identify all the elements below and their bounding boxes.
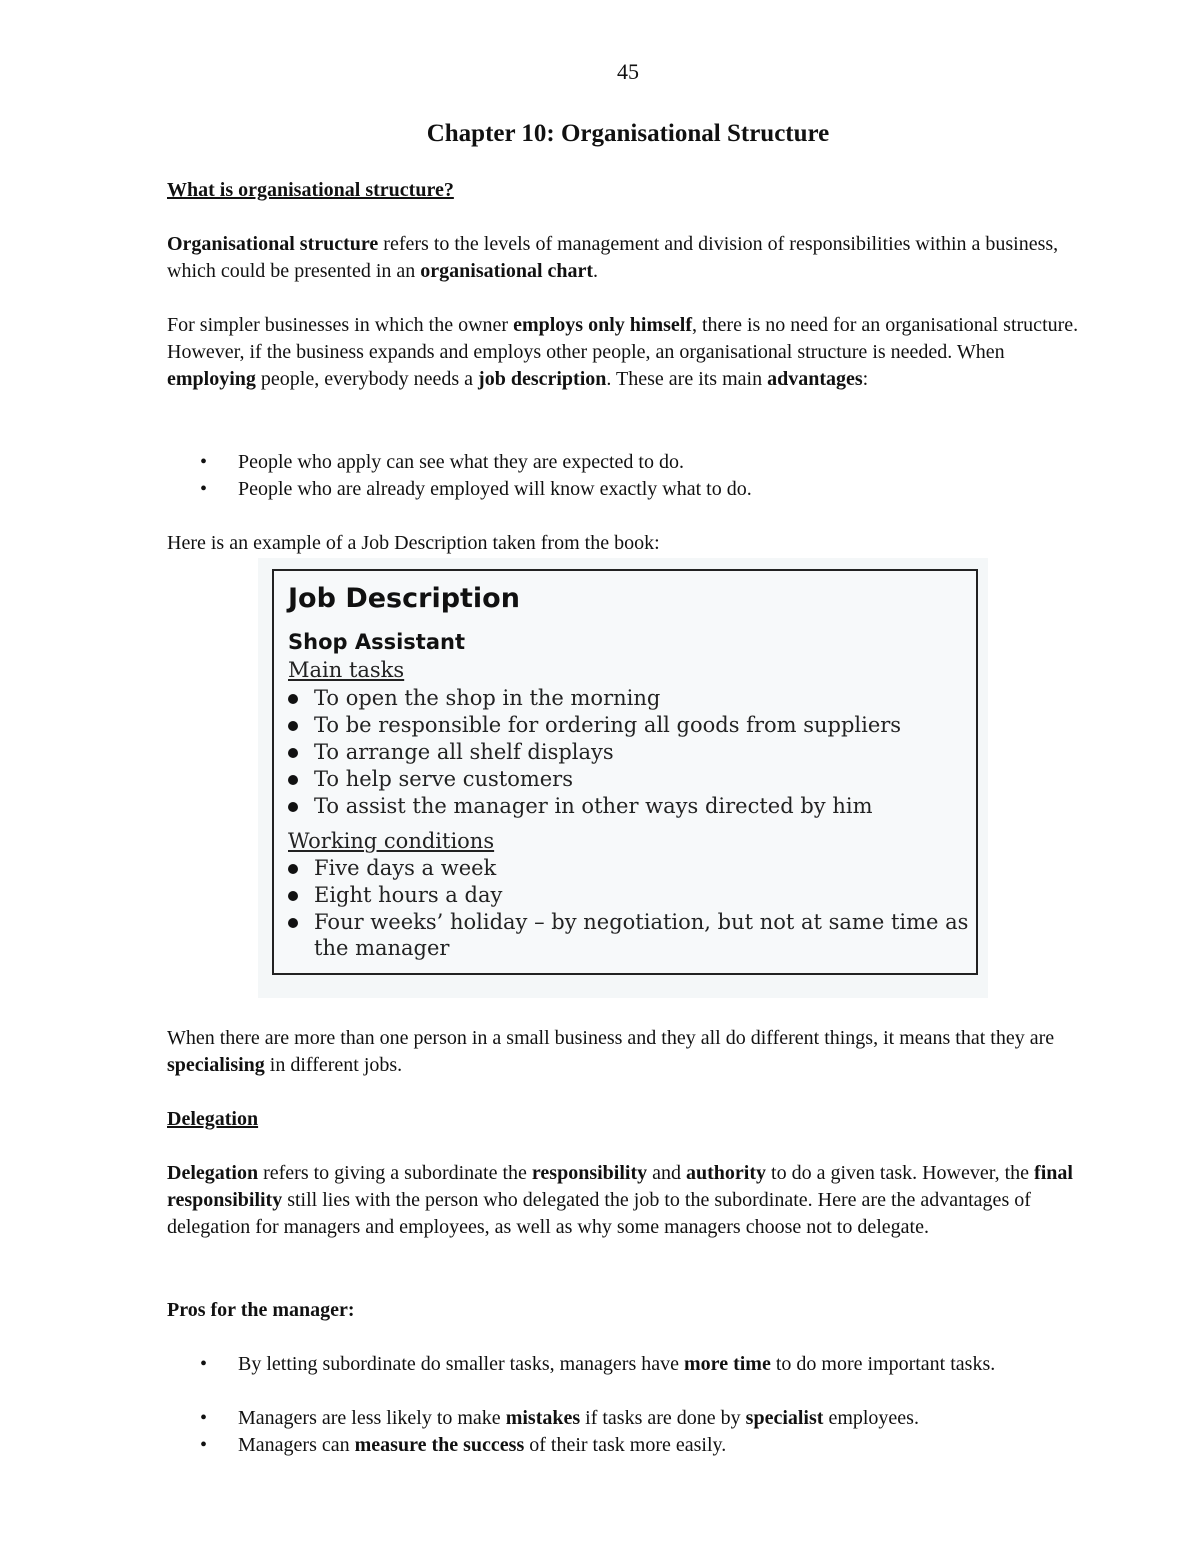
jd-task-text: To assist the manager in other ways directed by him [314,794,873,818]
term-final-responsibility: final responsibility [167,1162,1073,1211]
text-span: Managers can [238,1434,355,1456]
text-span: of their task more easily. [524,1434,727,1456]
text-span: For simpler businesses in which the owner [167,314,514,336]
bullet-icon [288,775,298,785]
term-specialist: specialist [745,1407,824,1429]
bullet-icon: • [200,1353,208,1375]
bullet-icon [288,721,298,731]
jd-main-tasks-heading: Main tasks [288,658,405,682]
text-span: Managers are less likely to make [238,1407,506,1429]
pros-heading: Pros for the manager: [167,1299,355,1321]
paragraph-definition [167,231,1097,285]
text-span: employees. [823,1407,919,1429]
term-specialising: specialising [167,1054,265,1076]
term-job-description: job description [478,368,607,390]
bullet-icon: • [200,451,208,473]
text-span: . These are its main [606,368,768,390]
bullet-icon [288,864,298,874]
jd-condition-text: Eight hours a day [314,883,503,907]
term-more-time: more time [684,1353,771,1375]
job-description-figure [272,569,978,975]
bullet-icon [288,891,298,901]
term-employs-only-himself: employs only himself [513,314,692,336]
list-item-text: People who apply can see what they are expected to do. [238,451,684,473]
jd-task-text: To be responsible for ordering all goods from suppliers [314,713,902,737]
text-span: refers to giving a subordinate the [258,1162,532,1184]
chapter-title: Chapter 10: Organisational Structure [426,120,830,147]
list-item-text [238,1432,1080,1459]
term-responsibility: responsibility [531,1162,648,1184]
bullet-icon: • [200,1407,208,1429]
paragraph-delegation [167,1160,1097,1241]
text-span: When there are more than one person in a small business and they all do different things, it means that they are [167,1027,1055,1049]
section-heading-delegation: Delegation [167,1108,259,1130]
text-span: , there is no need for an organisational structure. However, if the business expands and employs other people, an organisational structure is needed. When [167,314,1079,363]
term-mistakes: mistakes [505,1407,581,1429]
bullet-icon [288,802,298,812]
paragraph-specialising [167,1025,1097,1079]
jd-title: Job Description [288,583,520,614]
term-delegation: Delegation [167,1162,259,1184]
text-span: if tasks are done by [580,1407,746,1429]
bullet-icon [288,918,298,928]
bullet-icon: • [200,1434,208,1456]
term-measure-the-success: measure the success [354,1434,525,1456]
jd-conditions-heading: Working conditions [288,829,495,853]
list-item-text: People who are already employed will know exactly what to do. [238,478,752,500]
text-span: By letting subordinate do smaller tasks, managers have [238,1353,685,1375]
jd-condition-text: Five days a week [314,856,497,880]
jd-condition-text: Four weeks’ holiday – by negotiation, but not at same time as the manager [314,910,969,960]
term-organisational-chart: organisational chart [420,260,594,282]
example-intro: Here is an example of a Job Description taken from the book: [167,532,660,554]
text-span: people, everybody needs a [255,368,479,390]
text-span: still lies with the person who delegated the job to the subordinate. Here are the advantages of delegation for managers and employees, as well as why some managers choose not to delegate. [167,1189,1031,1238]
term-employing: employing [167,368,256,390]
list-item-text [238,1405,1080,1432]
jd-role: Shop Assistant [288,630,465,654]
bullet-icon [288,748,298,758]
text-span: to do a given task. However, the [766,1162,1035,1184]
jd-task-text: To help serve customers [314,767,573,791]
page-number: 45 [617,59,639,84]
paragraph-simple-businesses [167,312,1097,393]
list-item-text [238,1351,1080,1378]
text-span: refers to the levels of management and division of responsibilities within a business, which could be presented in an [167,233,1059,282]
jd-task-text: To open the shop in the morning [314,686,661,710]
jd-task-text: To arrange all shelf displays [314,740,614,764]
term-advantages: advantages [767,368,863,390]
term-organisational-structure: Organisational structure [167,233,379,255]
text-span: and [647,1162,687,1184]
text-span: to do more important tasks. [770,1353,996,1375]
text-span: . [593,260,599,282]
section-heading-structure: What is organisational structure? [167,179,454,201]
text-span: : [862,368,869,390]
bullet-icon [288,694,298,704]
bullet-icon: • [200,478,208,500]
term-authority: authority [686,1162,767,1184]
text-span: in different jobs. [264,1054,403,1076]
